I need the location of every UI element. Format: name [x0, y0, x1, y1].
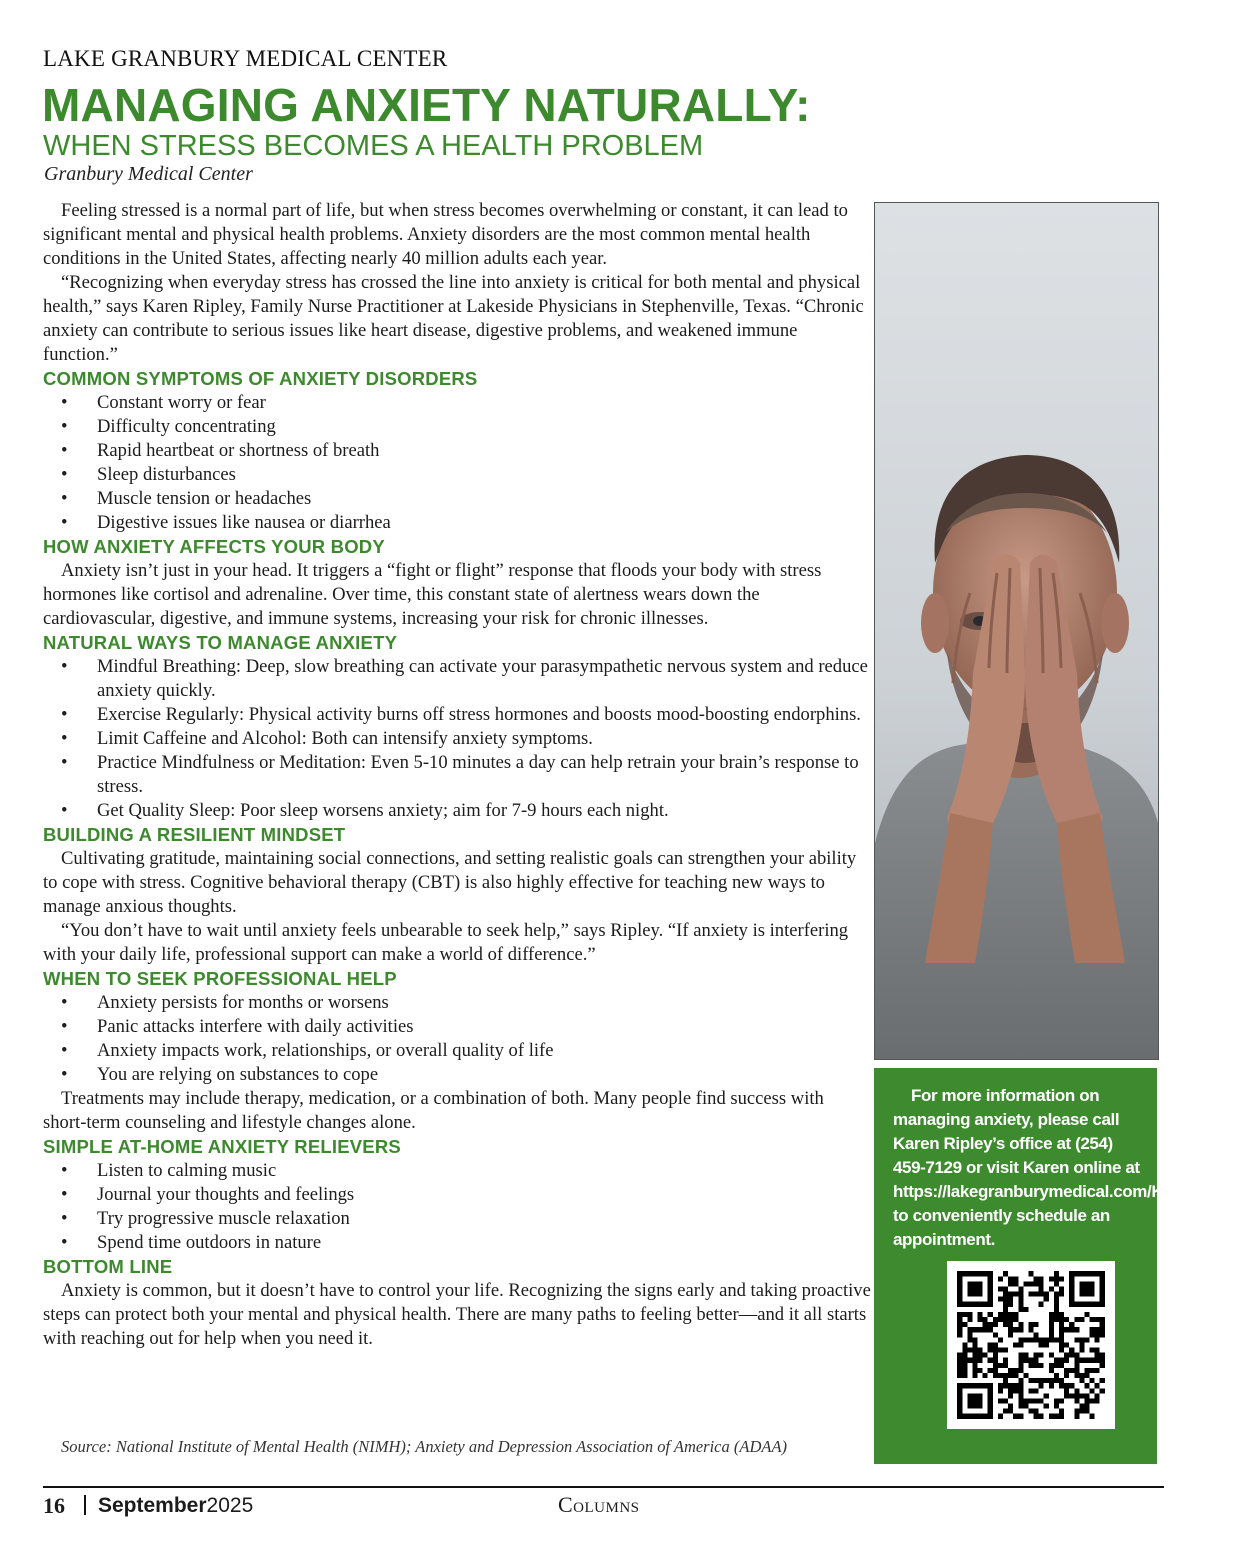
list-item: • Try progressive muscle relaxation: [43, 1207, 871, 1231]
list-item: • Journal your thoughts and feelings: [43, 1183, 871, 1207]
mindset-paragraph-2: “You don’t have to wait until anxiety feels unbearable to seek help,” says Ripley. “If anxiety is interfering with your daily life, professional support can make a world of difference.”: [43, 920, 849, 965]
symptoms-list: [43, 391, 871, 535]
list-item: • Panic attacks interfere with daily activities: [43, 1015, 871, 1039]
help-paragraph: Treatments may include therapy, medication, or a combination of both. Many people find success with short-term counseling and lifestyle changes alone.: [43, 1088, 824, 1133]
list-item: • Anxiety impacts work, relationships, or overall quality of life: [43, 1039, 871, 1063]
issue-date: [98, 1492, 253, 1520]
list-item: • Difficulty concentrating: [43, 415, 871, 439]
qr-code-icon[interactable]: [947, 1261, 1115, 1429]
page-number: 16: [43, 1493, 65, 1518]
list-item: • Mindful Breathing: Deep, slow breathing can activate your parasympathetic nervous system and reduce anxiety quickly.: [43, 655, 871, 703]
section-heading-mindset: BUILDING A RESILIENT MINDSET: [43, 824, 346, 845]
list-item: • Constant worry or fear: [43, 391, 871, 415]
section-heading-help: WHEN TO SEEK PROFESSIONAL HELP: [43, 968, 397, 989]
intro-paragraph-1: Feeling stressed is a normal part of life, but when stress becomes overwhelming or constant, it can lead to significant mental and physical health problems. Anxiety disorders are the most common mental health conditions in the United States, affecting nearly 40 million adults each year.: [43, 200, 848, 269]
list-item: • Sleep disturbances: [43, 463, 871, 487]
list-item: • You are relying on substances to cope: [43, 1063, 871, 1087]
section-heading-home: SIMPLE AT-HOME ANXIETY RELIEVERS: [43, 1136, 401, 1157]
list-item: • Rapid heartbeat or shortness of breath: [43, 439, 871, 463]
list-item: • Digestive issues like nausea or diarrhea: [43, 511, 871, 535]
section-heading-natural: NATURAL WAYS TO MANAGE ANXIETY: [43, 632, 398, 653]
body-paragraph: Anxiety isn’t just in your head. It triggers a “fight or flight” response that floods your body with stress hormones like cortisol and adrenaline. Over time, this constant state of alertness wears down the cardiovascular, digestive, and immune systems, increasing your risk for chronic illnesses.: [43, 560, 822, 629]
source-citation: Source: National Institute of Mental Health (NIMH); Anxiety and Depression Association of America (ADAA): [61, 1437, 788, 1456]
issue-year: 2025: [206, 1494, 254, 1517]
anxious-man-photo: [874, 202, 1159, 1060]
byline: Granbury Medical Center: [44, 163, 253, 185]
section-heading-bottom: BOTTOM LINE: [43, 1256, 173, 1277]
home-relievers-list: [43, 1159, 871, 1255]
contact-info-text: For more information on managing anxiety, please call Karen Ripley’s office at (254) 459-7129 or visit Karen online at https://lakegranburymedical.com/KarenRipley to conveniently schedule an appointment.: [893, 1086, 1246, 1249]
section-heading-body: HOW ANXIETY AFFECTS YOUR BODY: [43, 536, 385, 557]
natural-ways-list: [43, 655, 871, 823]
list-item: • Muscle tension or headaches: [43, 487, 871, 511]
footer-divider: [84, 1495, 86, 1515]
list-item: • Get Quality Sleep: Poor sleep worsens anxiety; aim for 7-9 hours each night.: [43, 799, 871, 823]
subtitle: WHEN STRESS BECOMES A HEALTH PROBLEM: [43, 130, 704, 162]
list-item: • Exercise Regularly: Physical activity burns off stress hormones and boosts mood-boosting endorphins.: [43, 703, 871, 727]
help-list: [43, 991, 871, 1087]
publication-name: Columns: [558, 1492, 640, 1517]
kicker: LAKE GRANBURY MEDICAL CENTER: [43, 46, 448, 71]
intro-paragraph-2: “Recognizing when everyday stress has crossed the line into anxiety is critical for both mental and physical health,” says Karen Ripley, Family Nurse Practitioner at Lakeside Physicians in Stephenville, Texas. “Chronic anxiety can contribute to serious issues like heart disease, digestive problems, and weakened immune function.”: [43, 272, 864, 365]
footer-rule: [43, 1486, 1164, 1488]
mindset-paragraph-1: Cultivating gratitude, maintaining social connections, and setting realistic goals can strengthen your ability to cope with stress. Cognitive behavioral therapy (CBT) is also highly effective for teaching new ways to manage anxious thoughts.: [43, 848, 857, 917]
list-item: • Listen to calming music: [43, 1159, 871, 1183]
contact-info-box: [874, 1068, 1246, 1464]
list-item: • Limit Caffeine and Alcohol: Both can intensify anxiety symptoms.: [43, 727, 871, 751]
list-item: • Practice Mindfulness or Meditation: Even 5-10 minutes a day can help retrain your brain’s response to stress.: [43, 751, 871, 799]
issue-month: September: [98, 1494, 207, 1517]
page-title: MANAGING ANXIETY NATURALLY:: [42, 79, 811, 131]
bottom-paragraph: Anxiety is common, but it doesn’t have to control your life. Recognizing the signs early and taking proactive steps can protect both your mental and physical health. There are many paths to feeling better—and it all starts with reaching out for help when you need it.: [43, 1280, 871, 1349]
article-body: [43, 199, 871, 1351]
section-heading-symptoms: COMMON SYMPTOMS OF ANXIETY DISORDERS: [43, 368, 478, 389]
list-item: • Anxiety persists for months or worsens: [43, 991, 871, 1015]
list-item: • Spend time outdoors in nature: [43, 1231, 871, 1255]
